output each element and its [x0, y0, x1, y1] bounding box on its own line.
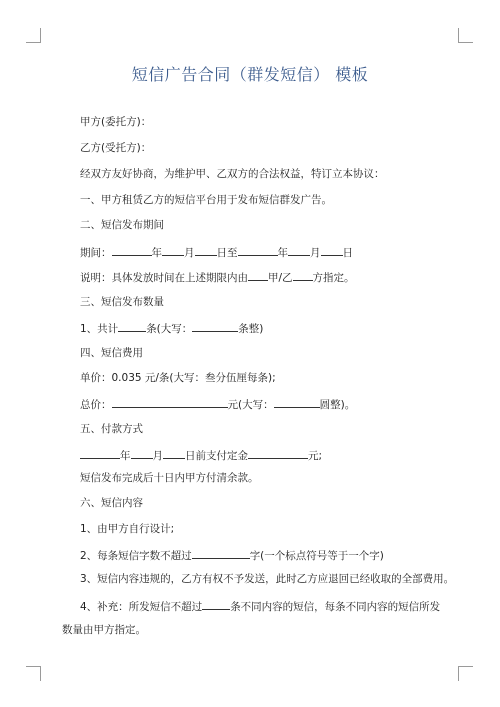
total-price-text-3: 圆整)。: [319, 399, 356, 411]
total-price-uppercase-blank[interactable]: [274, 396, 320, 408]
document-title: 短信广告合同（群发短信） 模板: [131, 65, 369, 84]
content-item-4-text-1: 4、补充：所发短信不超过: [80, 601, 203, 613]
section-4-heading: 四、短信费用: [80, 347, 143, 359]
payment-month: 月: [152, 450, 163, 462]
crop-mark-top-right: [458, 28, 473, 43]
period-end-day-blank[interactable]: [321, 244, 343, 256]
section-5-heading: 五、付款方式: [80, 423, 143, 435]
period-day-2: 日: [342, 247, 353, 259]
section-3-heading: 三、短信发布数量: [80, 296, 164, 308]
period-day-1: 日至: [216, 247, 238, 259]
crop-mark-top-left: [26, 28, 41, 43]
word-limit-blank[interactable]: [192, 547, 250, 559]
content-item-4-continued: 数量由甲方指定。: [62, 624, 146, 636]
period-month-1: 月: [184, 247, 195, 259]
party-a-line: 甲方(委托方)：: [80, 116, 152, 128]
content-item-2-text-1: 2、每条短信字数不超过: [80, 550, 192, 562]
section-2-heading: 二、短信发布期间: [80, 219, 164, 231]
period-label: 期间：: [80, 247, 112, 259]
note-text-1: 说明：具体发放时间在上述期限内由: [80, 272, 248, 284]
section-1: 一、甲方租赁乙方的短信平台用于发布短信群发广告。: [80, 194, 332, 206]
intro-line: 经双方友好协商，为维护甲、乙双方的合法权益，特订立本协议：: [80, 168, 385, 180]
total-count-uppercase-blank[interactable]: [192, 320, 238, 332]
total-count-line: [80, 320, 263, 336]
payment-year: 年: [120, 450, 131, 462]
deposit-amount-blank[interactable]: [248, 447, 308, 459]
period-year-2: 年: [277, 247, 288, 259]
content-item-1: 1、由甲方自行设计;: [80, 523, 175, 535]
note-text-2: 甲/乙: [268, 272, 293, 284]
content-item-3: 3、短信内容违规的，乙方有权不予发送，此时乙方应退回已经收取的全部费用。: [80, 573, 455, 585]
content-item-2: [80, 547, 384, 563]
payment-day-text: 日前支付定金: [185, 450, 248, 462]
content-item-2-text-2: 字(一个标点符号等于一个字): [249, 550, 384, 562]
payment-unit: 元;: [308, 450, 323, 462]
section-6-heading: 六、短信内容: [80, 497, 143, 509]
total-price-blank[interactable]: [112, 396, 228, 408]
payment-year-blank[interactable]: [80, 447, 120, 459]
period-month-2: 月: [310, 247, 321, 259]
content-count-blank[interactable]: [202, 598, 230, 610]
content-item-4-text-2: 条不同内容的短信，每条不同内容的短信所发: [230, 601, 441, 613]
balance-line: 短信发布完成后十日内甲方付清余款。: [80, 472, 259, 484]
total-price-line: [80, 396, 355, 412]
payment-month-blank[interactable]: [131, 447, 153, 459]
period-start-year-blank[interactable]: [112, 244, 152, 256]
period-start-day-blank[interactable]: [195, 244, 217, 256]
crop-mark-bottom-left: [26, 666, 41, 681]
crop-mark-bottom-right: [458, 666, 473, 681]
content-item-4: [80, 598, 440, 614]
payment-day-blank[interactable]: [163, 447, 185, 459]
total-count-blank[interactable]: [118, 320, 146, 332]
total-count-text-3: 条整): [238, 323, 264, 335]
note-blank-2[interactable]: [293, 269, 313, 281]
period-year-1: 年: [151, 247, 162, 259]
total-price-label: 总价：: [80, 399, 112, 411]
total-count-label: 1、共计: [80, 323, 119, 335]
period-end-year-blank[interactable]: [238, 244, 278, 256]
total-count-text-2: 条(大写：: [146, 323, 193, 335]
payment-line: [80, 447, 322, 463]
party-b-line: 乙方(受托方)：: [80, 142, 152, 154]
note-line: [80, 269, 355, 285]
period-start-month-blank[interactable]: [162, 244, 184, 256]
total-price-text-2: 元(大写：: [227, 399, 274, 411]
period-line: [80, 244, 353, 260]
period-end-month-blank[interactable]: [288, 244, 310, 256]
note-blank-1[interactable]: [248, 269, 268, 281]
unit-price-line: 单价：0.035 元/条(大写：叁分伍厘每条);: [80, 372, 276, 384]
note-text-3: 方指定。: [312, 272, 355, 284]
